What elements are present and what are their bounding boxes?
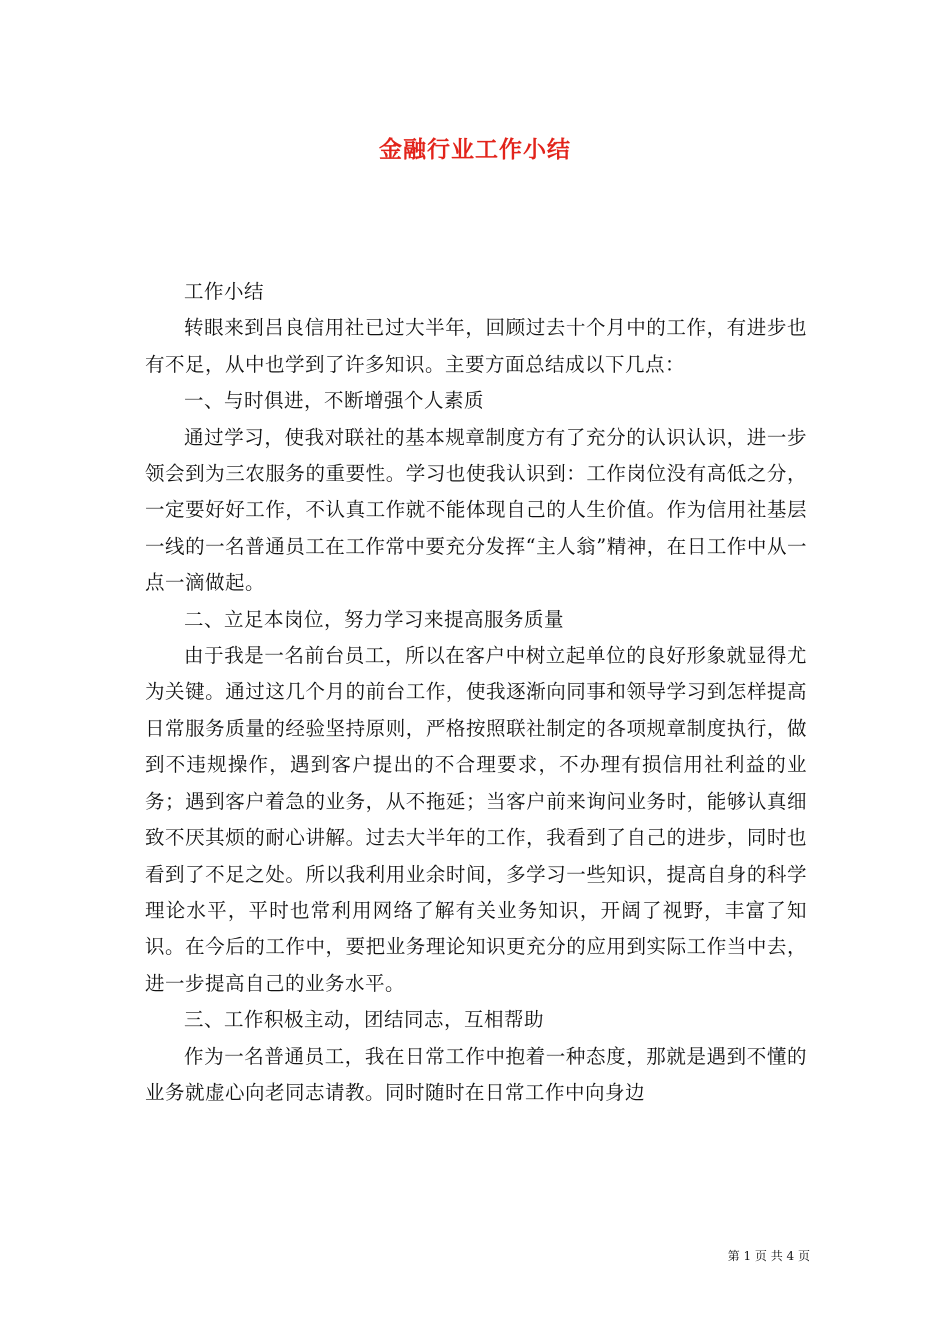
document-title: 金融行业工作小结 <box>379 136 571 163</box>
section-heading-3: 三、工作积极主动，团结同志，互相帮助 <box>184 1008 545 1032</box>
document-body <box>145 274 807 1111</box>
section-3-paragraph: 作为一名普通员工，我在日常工作中抱着一种态度，那就是遇到不懂的业务就虚心向老同志请教。同时随时在日常工作中向身边 <box>145 1044 807 1104</box>
section-1-paragraph: 通过学习，使我对联社的基本规章制度方有了充分的认识认识，进一步领会到为三农服务的重要性。学习也使我认识到：工作岗位没有高低之分，一定要好好工作，不认真工作就不能体现自己的人生价值。作为信用社基层一线的一名普通员工在工作常中要充分发挥“主人翁”精神，在日工作中从一点一滴做起。 <box>145 425 807 595</box>
page-number-footer: 第 1 页 共 4 页 <box>727 1249 810 1263</box>
section-heading-2: 二、立足本岗位，努力学习来提高服务质量 <box>184 607 565 631</box>
heading-work-summary: 工作小结 <box>184 280 265 303</box>
section-2-paragraph: 由于我是一名前台员工，所以在客户中树立起单位的良好形象就显得尤为关键。通过这几个月的前台工作，使我逐渐向同事和领导学习到怎样提高日常服务质量的经验坚持原则，严格按照联社制定的各项规章制度执行，做到不违规操作，遇到客户提出的不合理要求，不办理有损信用社利益的业务；遇到客户着急的业务，从不拖延；当客户前来询问业务时，能够认真细致不厌其烦的耐心讲解。过去大半年的工作，我看到了自己的进步，同时也看到了不足之处。所以我利用业余时间，多学习一些知识，提高自身的科学理论水平，平时也常利用网络了解有关业务知识，开阔了视野，丰富了知识。在今后的工作中，要把业务理论知识更充分的应用到实际工作当中去，进一步提高自己的业务水平。 <box>145 644 807 995</box>
intro-paragraph: 转眼来到吕良信用社已过大半年，回顾过去十个月中的工作，有进步也有不足，从中也学到了许多知识。主要方面总结成以下几点： <box>145 316 807 376</box>
section-heading-1: 一、与时俱进，不断增强个人素质 <box>184 389 485 413</box>
